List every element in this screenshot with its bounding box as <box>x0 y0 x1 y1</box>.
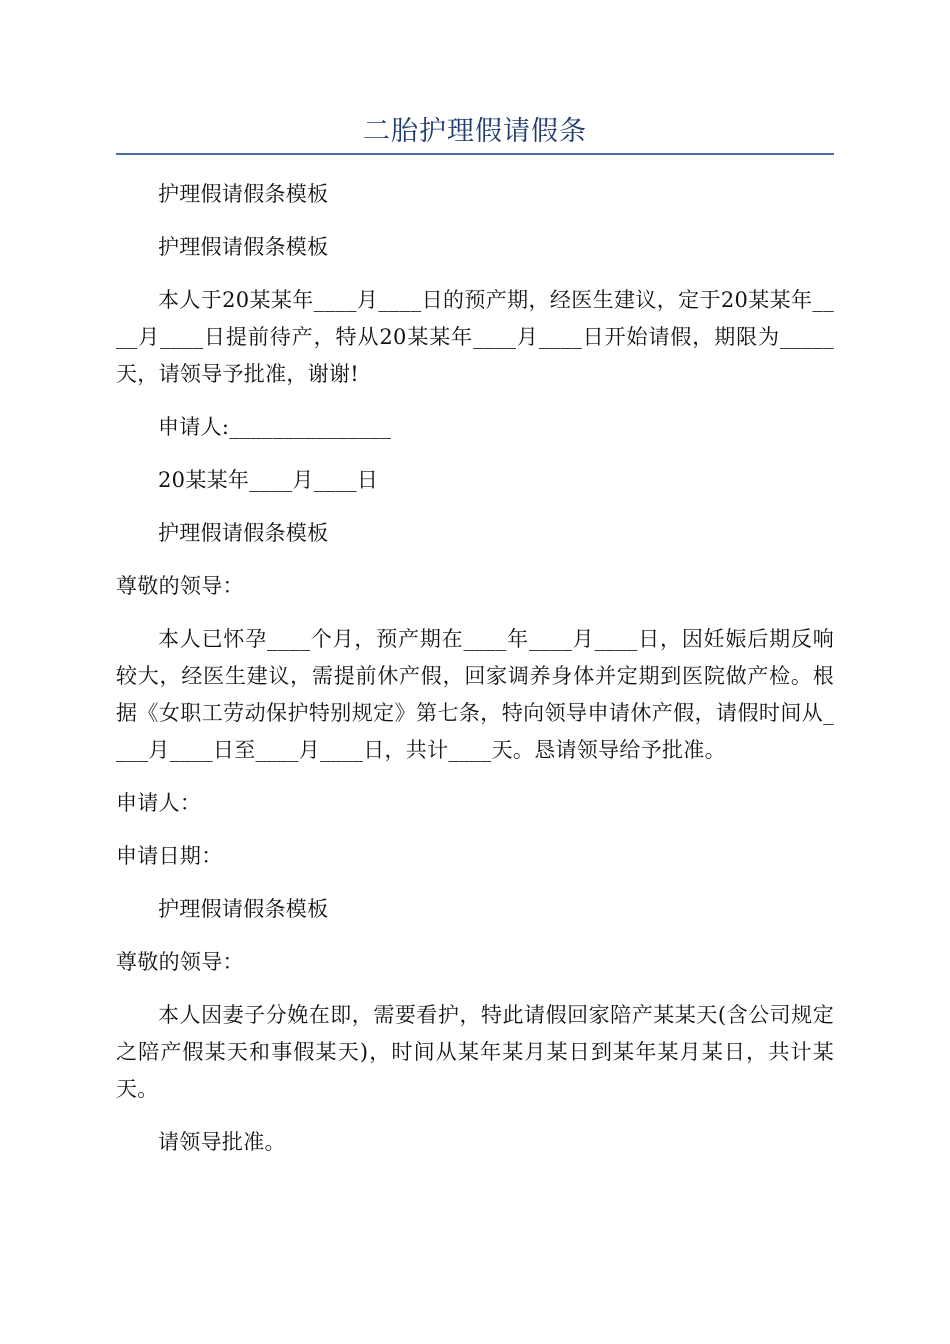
paragraph-heading-2: 护理假请假条模板 <box>158 235 329 259</box>
paragraph-heading-1: 护理假请假条模板 <box>158 182 329 206</box>
salutation-2: 尊敬的领导： <box>116 950 244 974</box>
paragraph-body-2: 本人已怀孕____个月，预产期在____年____月____日，因妊娠后期反响较大，经医生建议，需提前休产假，回家调养身体并定期到医院做产检。根据《女职工劳动保护特别规定》第七条，特向领导申请休产假，请假时间从____月____日至____月____日，共计____天。恳请领导给予批准。 <box>116 627 834 762</box>
closing-line: 请领导批准。 <box>158 1130 286 1154</box>
salutation-1: 尊敬的领导： <box>116 574 244 598</box>
application-date-line: 申请日期： <box>116 844 223 868</box>
paragraph-heading-3: 护理假请假条模板 <box>158 521 329 545</box>
applicant-line-2: 申请人： <box>116 791 202 815</box>
applicant-line-1: 申请人:_______________ <box>158 415 392 439</box>
date-line-1: 20某某年____月____日 <box>158 468 379 492</box>
title-underline <box>116 153 834 155</box>
paragraph-heading-4: 护理假请假条模板 <box>158 897 329 921</box>
paragraph-body-3: 本人因妻子分娩在即，需要看护，特此请假回家陪产某某天(含公司规定之陪产假某天和事假某天)，时间从某年某月某日到某年某月某日，共计某天。 <box>116 1003 834 1101</box>
document-body <box>116 176 834 1177</box>
paragraph-body-1: 本人于20某某年____月____日的预产期，经医生建议，定于20某某年____月____日提前待产，特从20某某年____月____日开始请假，期限为_____天，请领导予批准，谢谢! <box>116 288 834 386</box>
page-title: 二胎护理假请假条 <box>363 116 587 147</box>
